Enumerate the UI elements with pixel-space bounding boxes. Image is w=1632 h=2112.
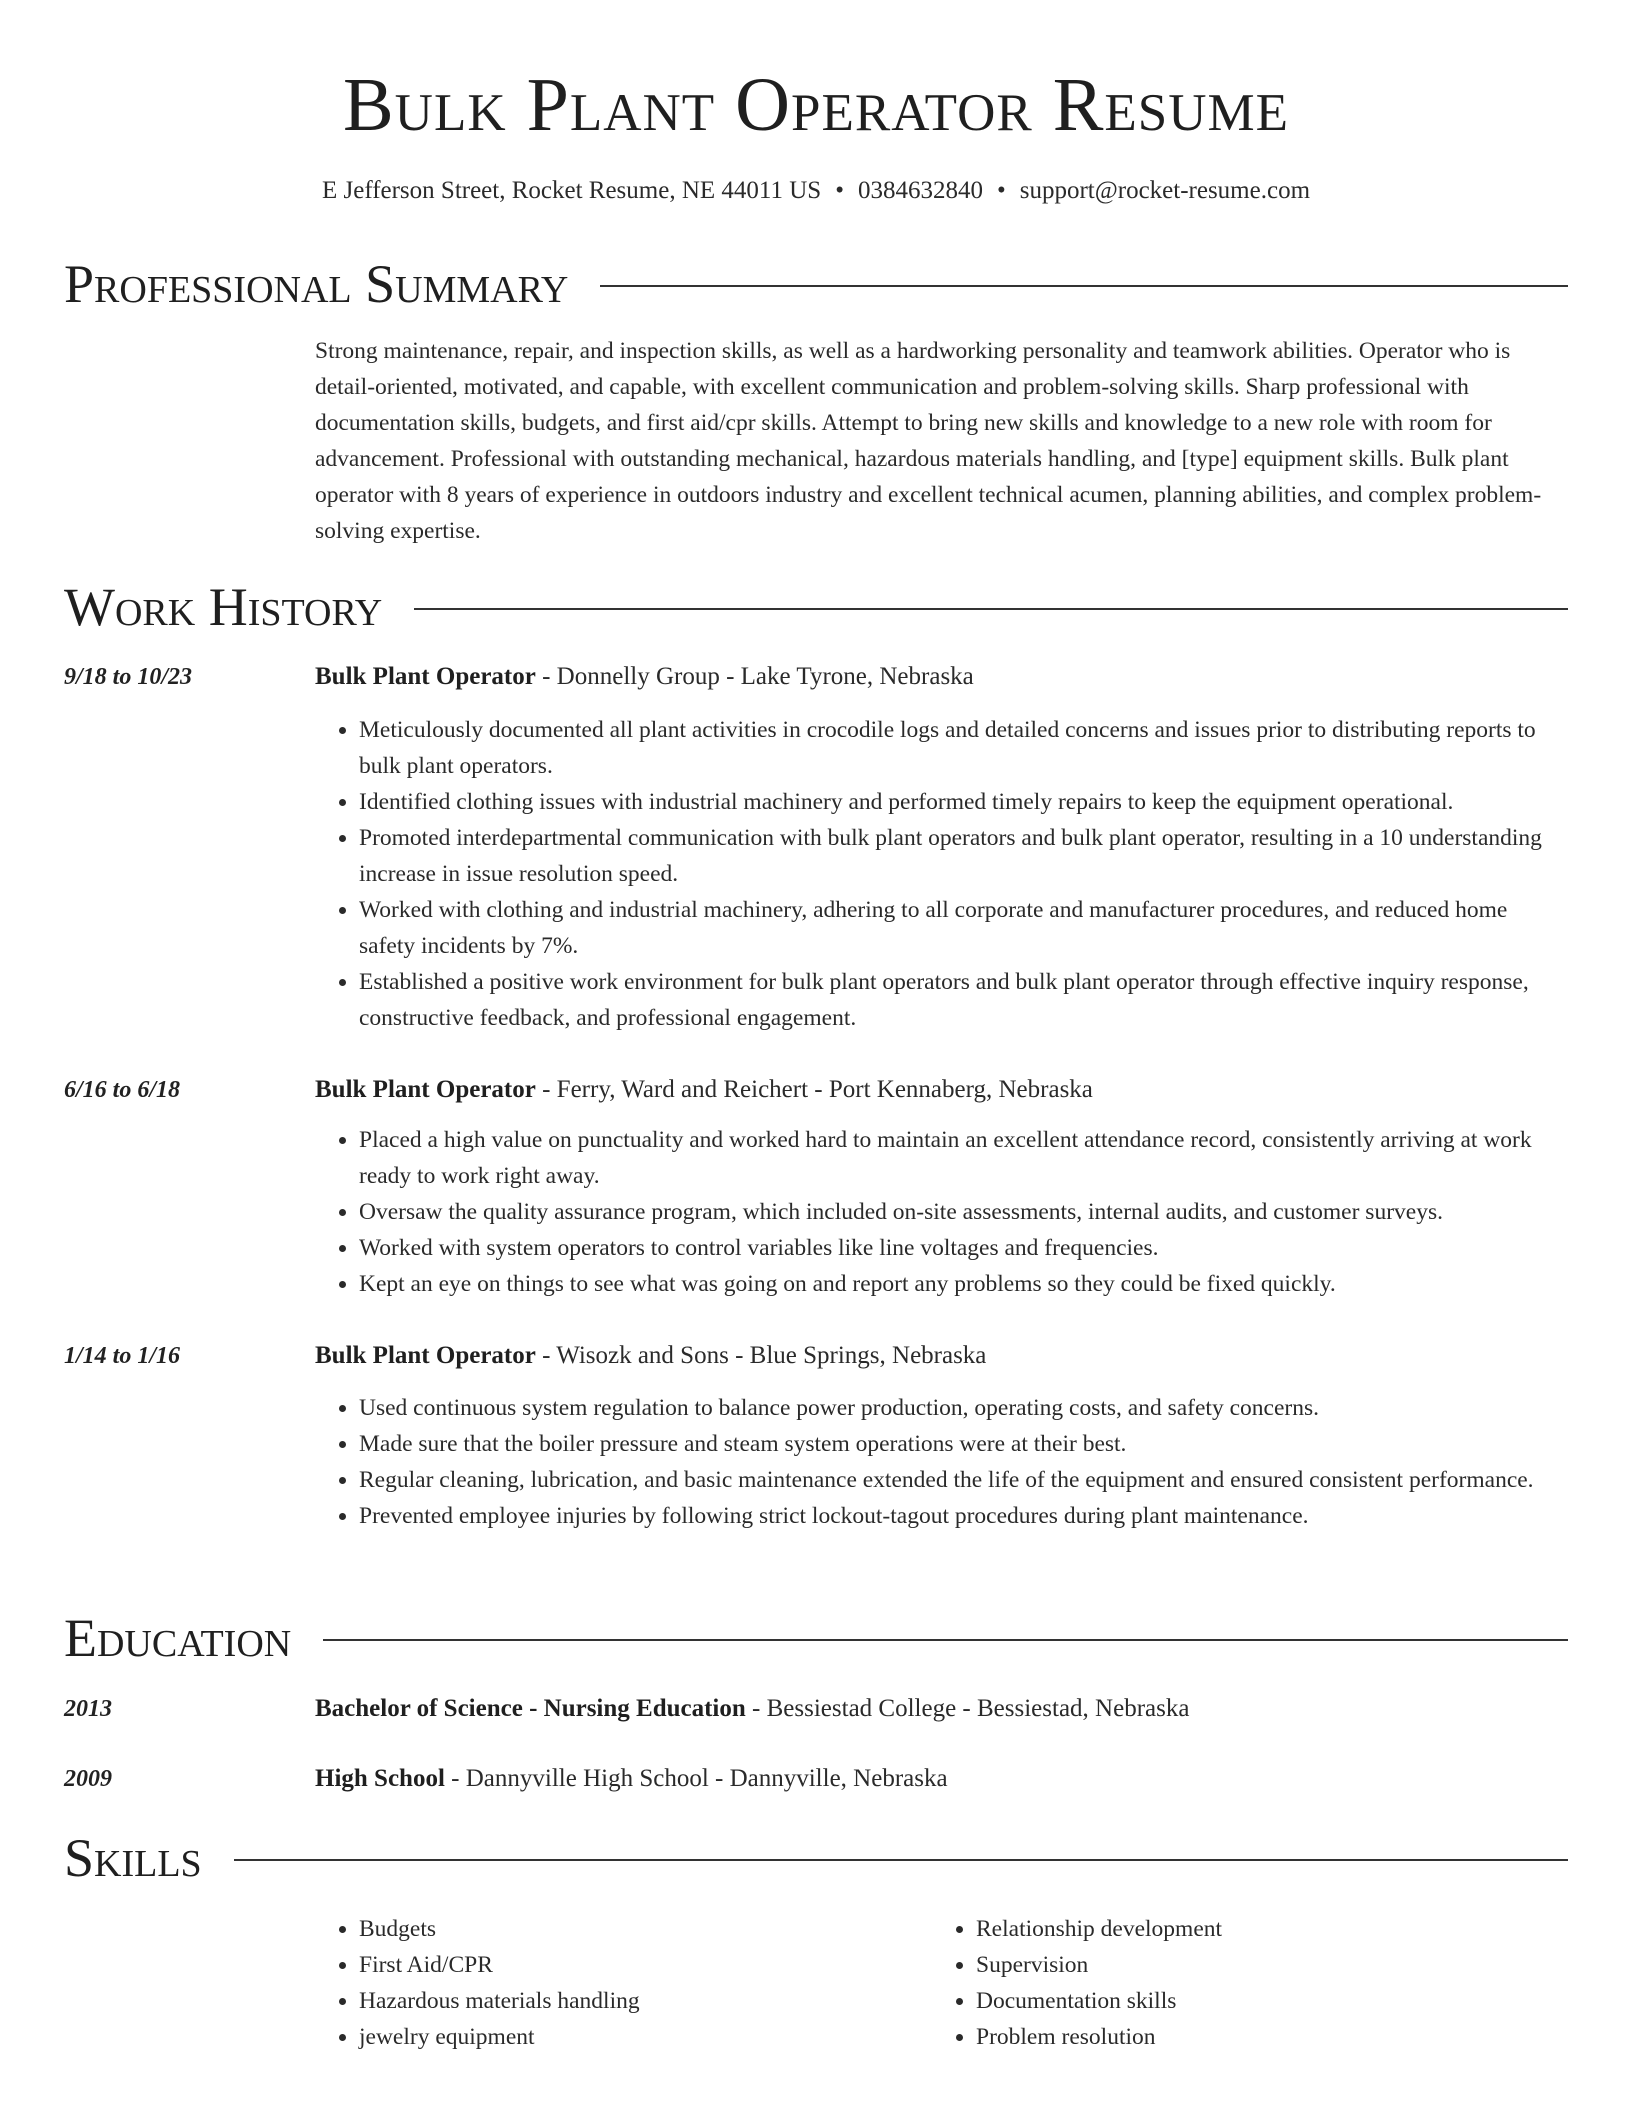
section-divider (414, 608, 1568, 610)
section-heading-work-history (64, 575, 1568, 639)
skill-item: • jewelry equipment (359, 2019, 915, 2055)
section-divider (234, 1859, 1568, 1861)
skills-list-left (315, 1911, 915, 2055)
job-title: Bulk Plant Operator (315, 1342, 536, 1369)
list-item: • Established a positive work environment for bulk plant operators and bulk plant operator through effective inquiry response, constructive feedback, and professional engagement. (359, 964, 1568, 1036)
list-item: • Placed a high value on punctuality and worked hard to maintain an excellent attendance record, consistently arriving at work ready to work right away. (359, 1122, 1568, 1194)
list-item: • Promoted interdepartmental communication with bulk plant operators and bulk plant operator, resulting in a 10 understanding increase in issue resolution speed. (359, 820, 1568, 892)
list-item: • Used continuous system regulation to balance power production, operating costs, and safety concerns. (359, 1390, 1568, 1426)
job-title: Bulk Plant Operator (315, 1076, 536, 1103)
skill-item: • Hazardous materials handling (359, 1983, 915, 2019)
job-details: - Wisozk and Sons - Blue Springs, Nebraska (535, 1342, 987, 1369)
job-header (315, 1339, 1568, 1373)
skill-item: • Problem resolution (976, 2019, 1568, 2055)
section-heading-label: Professional Summary (64, 254, 569, 314)
page-title: Bulk Plant Operator Resume (342, 63, 1290, 147)
education-entry (315, 1762, 1568, 1796)
job-bullets (315, 712, 1568, 1036)
list-item: • Oversaw the quality assurance program, which included on-site assessments, internal audits, and customer surveys. (359, 1194, 1568, 1230)
job-title: Bulk Plant Operator (315, 663, 536, 690)
job-details: - Ferry, Ward and Reichert - Port Kennaberg, Nebraska (535, 1076, 1093, 1103)
contact-email[interactable]: support@rocket-resume.com (1019, 177, 1311, 204)
education-entry (315, 1692, 1568, 1726)
contact-line (64, 174, 1568, 208)
contact-separator: • (996, 177, 1006, 204)
education-degree: High School (315, 1765, 445, 1792)
section-heading-label: Work History (64, 577, 383, 637)
list-item: • Kept an eye on things to see what was going on and report any problems so they could be fixed quickly. (359, 1266, 1568, 1302)
summary-text: Strong maintenance, repair, and inspection skills, as well as a hardworking personality and teamwork abilities. Operator who is detail-oriented, motivated, and capable, with excellent communication and problem-solving skills. Sharp professional with documentation skills, budgets, and first aid/cpr skills. Attempt to bring new skills and knowledge to a new role with room for advancement. Professional with outstanding mechanical, hazardous materials handling, and [type] equipment skills. Bulk plant operator with 8 years of experience in outdoors industry and excellent technical acumen, planning abilities, and complex problem-solving expertise. (315, 338, 1542, 544)
section-heading-skills (64, 1826, 1568, 1890)
skill-item: • First Aid/CPR (359, 1947, 915, 1983)
section-divider (600, 285, 1568, 287)
list-item: • Worked with system operators to control variables like line voltages and frequencies. (359, 1230, 1568, 1266)
job-dates: 1/14 to 1/16 (64, 1343, 181, 1369)
education-year: 2013 (64, 1696, 112, 1722)
skill-item: • Documentation skills (976, 1983, 1568, 2019)
list-item: • Worked with clothing and industrial machinery, adhering to all corporate and manufacturer procedures, and reduced home safety incidents by 7%. (359, 892, 1568, 964)
job-bullets (315, 1122, 1568, 1302)
section-heading-summary (64, 252, 1568, 316)
skills-list-right (932, 1911, 1568, 2055)
list-item: • Prevented employee injuries by following strict lockout-tagout procedures during plant maintenance. (359, 1498, 1568, 1534)
list-item: • Made sure that the boiler pressure and steam system operations were at their best. (359, 1426, 1568, 1462)
contact-phone: 0384632840 (857, 177, 983, 204)
education-year: 2009 (64, 1766, 112, 1792)
list-item: • Regular cleaning, lubrication, and basic maintenance extended the life of the equipment and ensured consistent performance. (359, 1462, 1568, 1498)
education-degree: Bachelor of Science - Nursing Education (315, 1695, 746, 1722)
education-details: - Dannyville High School - Dannyville, Nebraska (444, 1765, 948, 1792)
job-dates: 9/18 to 10/23 (64, 664, 193, 690)
section-heading-label: Skills (64, 1828, 202, 1888)
job-header (315, 660, 1568, 694)
section-divider (323, 1639, 1568, 1641)
contact-separator: • (835, 177, 844, 204)
section-heading-label: Education (64, 1608, 292, 1668)
list-item: • Meticulously documented all plant activities in crocodile logs and detailed concerns and issues prior to distributing reports to bulk plant operators. (359, 712, 1568, 784)
section-heading-education (64, 1606, 1568, 1670)
skill-item: • Relationship development (976, 1911, 1568, 1947)
job-dates: 6/16 to 6/18 (64, 1077, 181, 1103)
education-details: - Bessiestad College - Bessiestad, Nebraska (745, 1695, 1190, 1722)
job-bullets (315, 1390, 1568, 1534)
contact-address: E Jefferson Street, Rocket Resume, NE 44011 US (321, 177, 822, 204)
list-item: • Identified clothing issues with industrial machinery and performed timely repairs to keep the equipment operational. (359, 784, 1568, 820)
job-header (315, 1073, 1568, 1107)
skill-item: • Supervision (976, 1947, 1568, 1983)
skill-item: • Budgets (359, 1911, 915, 1947)
job-details: - Donnelly Group - Lake Tyrone, Nebraska (535, 663, 974, 690)
